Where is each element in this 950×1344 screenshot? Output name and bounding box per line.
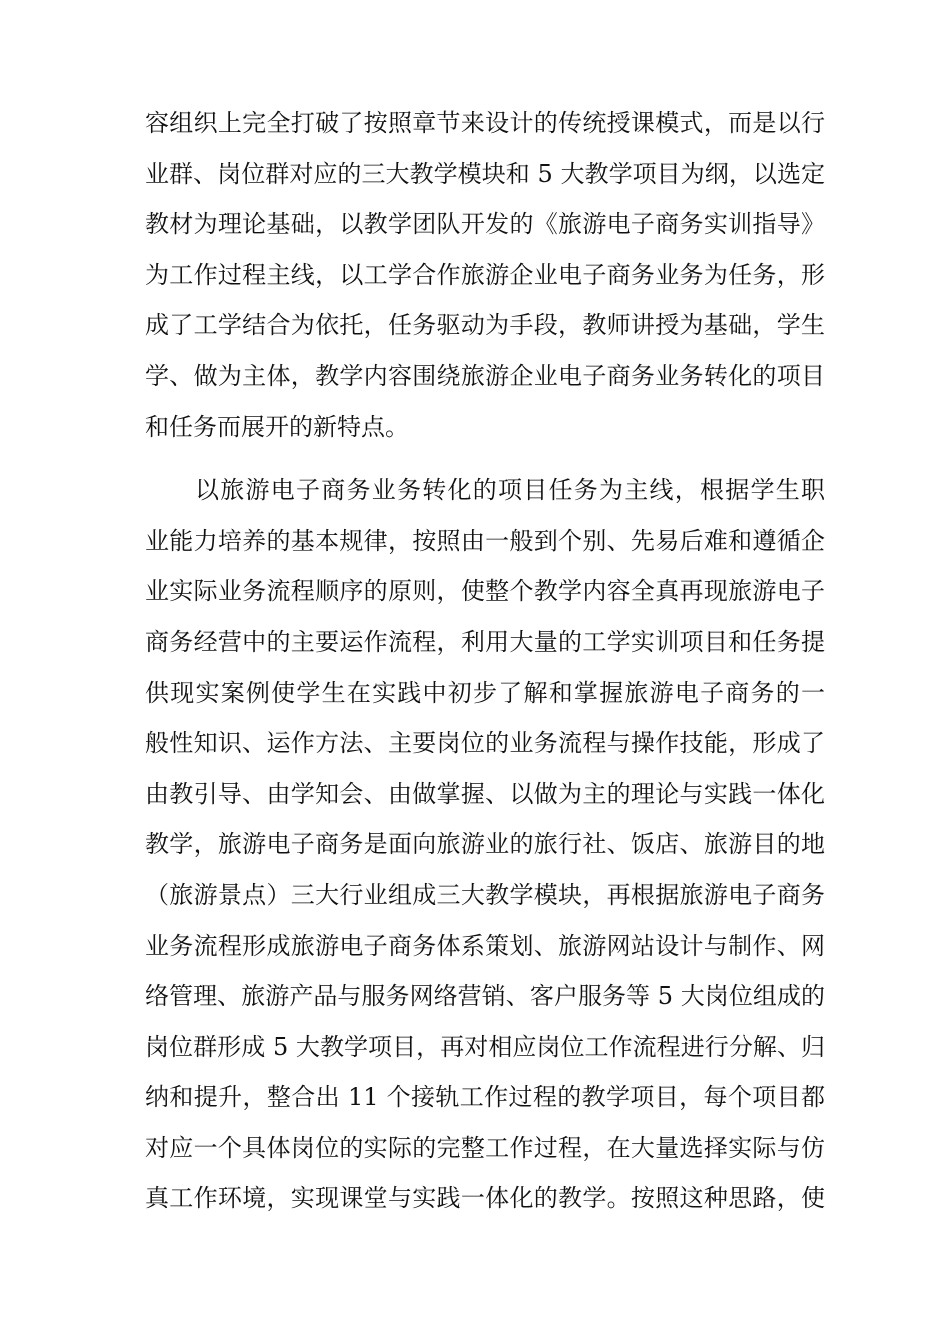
body-text [145,98,825,1275]
text-line: 成了工学结合为依托，任务驱动为手段，教师讲授为基础，学生 [145,311,825,340]
text-line: 纳和提升，整合出 11 个接轨工作过程的教学项目，每个项目都 [145,1083,825,1112]
text-line: 和任务而展开的新特点。 [145,412,409,441]
text-line: （旅游景点）三大行业组成三大教学模块，再根据旅游电子商务 [145,880,825,909]
text-line: 商务经营中的主要运作流程，利用大量的工学实训项目和任务提 [145,627,825,656]
text-line: 业能力培养的基本规律，按照由一般到个别、先易后难和遵循企 [145,526,825,555]
paragraph-1 [145,98,825,452]
text-line: 真工作环境，实现课堂与实践一体化的教学。按照这种思路，使 [145,1184,825,1213]
text-line: 以旅游电子商务业务转化的项目任务为主线，根据学生职 [195,476,825,505]
text-line [145,1224,825,1275]
text-line: 业务流程形成旅游电子商务体系策划、旅游网站设计与制作、网 [145,931,825,960]
text-line: 教材为理论基础，以教学团队开发的《旅游电子商务实训指导》 [145,210,825,239]
text-line: 由教引导、由学知会、由做掌握、以做为主的理论与实践一体化 [145,779,825,808]
paragraph-spacer [145,452,825,465]
text-line: 对应一个具体岗位的实际的完整工作过程，在大量选择实际与仿 [145,1133,825,1162]
text-line: 业实际业务流程顺序的原则，使整个教学内容全真再现旅游电子 [145,577,825,606]
text-line: 容组织上完全打破了按照章节来设计的传统授课模式，而是以行 [145,109,825,137]
text-line: 教学，旅游电子商务是面向旅游业的旅行社、饭店、旅游目的地 [145,830,825,859]
text-line: 络管理、旅游产品与服务网络营销、客户服务等 5 大岗位组成的 [145,982,825,1011]
paragraph-2 [145,465,825,1275]
text-line: 般性知识、运作方法、主要岗位的业务流程与操作技能，形成了 [145,729,825,758]
text-line: 为工作过程主线，以工学合作旅游企业电子商务业务为任务，形 [145,260,825,289]
text-line: 学、做为主体，教学内容围绕旅游企业电子商务业务转化的项目 [145,361,825,390]
text-line: 业群、岗位群对应的三大教学模块和 5 大教学项目为纲，以选定 [145,159,825,188]
text-line: 岗位群形成 5 大教学项目，再对相应岗位工作流程进行分解、归 [145,1032,825,1061]
text-line: 供现实案例使学生在实践中初步了解和掌握旅游电子商务的一 [145,678,825,707]
